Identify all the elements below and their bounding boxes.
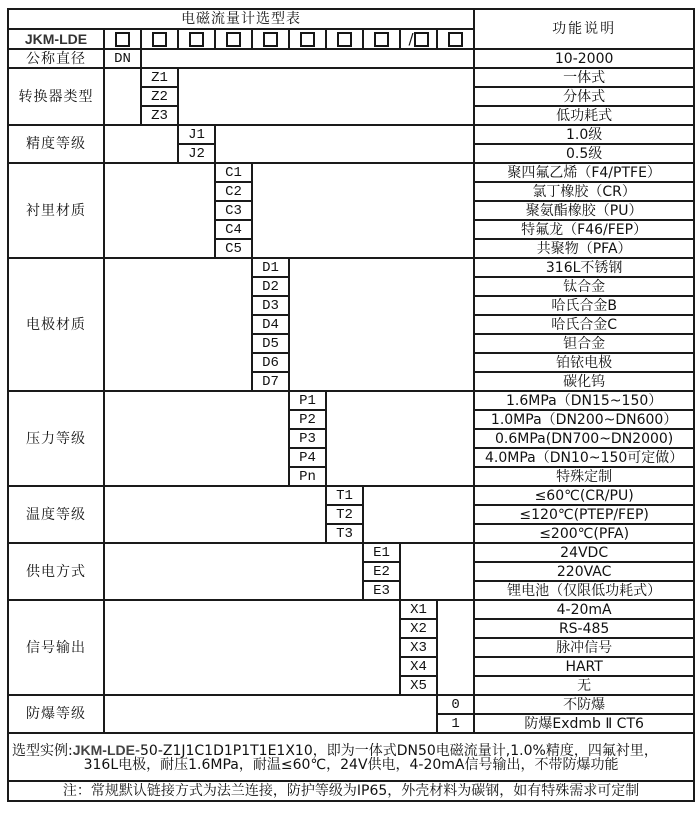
spacer-cell: [104, 68, 141, 125]
code-Z3: Z3: [141, 106, 178, 125]
desc-J2: 0.5级: [474, 144, 694, 163]
code-D3: D3: [252, 296, 289, 315]
code-E1: E1: [363, 543, 400, 562]
selection-example: [8, 733, 694, 781]
label-converter-type: 转换器类型: [8, 68, 104, 125]
spacer-cell: [289, 258, 474, 391]
label-electrode-material: 电极材质: [8, 258, 104, 391]
label-temperature-rating: 温度等级: [8, 486, 104, 543]
desc-D5: 钽合金: [474, 334, 694, 353]
model-checkbox-cell: [400, 29, 437, 49]
function-column-header: 功能说明: [474, 9, 694, 49]
code-D2: D2: [252, 277, 289, 296]
model-checkbox-cell: [252, 29, 289, 49]
spacer-cell: [363, 486, 474, 543]
desc-Pn: 特殊定制: [474, 467, 694, 486]
spacer-cell: [104, 391, 289, 486]
code-D4: D4: [252, 315, 289, 334]
code-D1: D1: [252, 258, 289, 277]
checkbox-icon: [448, 32, 463, 47]
code-J2: J2: [178, 144, 215, 163]
desc-1: 防爆Exdmb Ⅱ CT6: [474, 714, 694, 733]
desc-C4: 特氟龙（F46/FEP）: [474, 220, 694, 239]
model-name: JKM-LDE: [8, 29, 104, 49]
model-checkbox-cell: [104, 29, 141, 49]
spacer-cell: [104, 543, 363, 600]
desc-E1: 24VDC: [474, 543, 694, 562]
desc-Z3: 低功耗式: [474, 106, 694, 125]
checkbox-icon: [300, 32, 315, 47]
desc-D6: 铂铱电极: [474, 353, 694, 372]
model-checkbox-cell: [437, 29, 474, 49]
example-line1: [9, 743, 693, 758]
desc-P2: 1.0MPa（DN200~DN600）: [474, 410, 694, 429]
desc-E3: 锂电池（仅限低功耗式）: [474, 581, 694, 600]
code-C5: C5: [215, 239, 252, 258]
label-accuracy-class: 精度等级: [8, 125, 104, 163]
code-C1: C1: [215, 163, 252, 182]
desc-D4: 哈氏合金C: [474, 315, 694, 334]
spacer-cell: [141, 49, 474, 68]
desc-0: 不防爆: [474, 695, 694, 714]
checkbox-icon: [152, 32, 167, 47]
checkbox-prefix: /: [408, 29, 414, 48]
spacer-cell: [326, 391, 474, 486]
label-nominal-diameter: 公称直径: [8, 49, 104, 68]
code-D5: D5: [252, 334, 289, 353]
desc-D2: 钛合金: [474, 277, 694, 296]
code-X4: X4: [400, 657, 437, 676]
label-explosion-proof-rating: 防爆等级: [8, 695, 104, 733]
code-X5: X5: [400, 676, 437, 695]
code-X2: X2: [400, 619, 437, 638]
desc-Z1: 一体式: [474, 68, 694, 87]
spacer-cell: [178, 68, 474, 125]
desc-T1: ≤60℃(CR/PU): [474, 486, 694, 505]
code-T2: T2: [326, 505, 363, 524]
code-T1: T1: [326, 486, 363, 505]
spacer-cell: [104, 600, 400, 695]
spacer-cell: [104, 125, 178, 163]
label-liner-material: 衬里材质: [8, 163, 104, 258]
desc-X2: RS-485: [474, 619, 694, 638]
code-J1: J1: [178, 125, 215, 144]
code-X1: X1: [400, 600, 437, 619]
code-DN: DN: [104, 49, 141, 68]
table-title: 电磁流量计选型表: [8, 9, 474, 29]
desc-X1: 4-20mA: [474, 600, 694, 619]
code-C4: C4: [215, 220, 252, 239]
model-checkbox-cell: [178, 29, 215, 49]
spacer-cell: [104, 258, 252, 391]
code-Z2: Z2: [141, 87, 178, 106]
code-P2: P2: [289, 410, 326, 429]
desc-T2: ≤120℃(PTEP/FEP): [474, 505, 694, 524]
desc-X4: HART: [474, 657, 694, 676]
code-0: 0: [437, 695, 474, 714]
label-signal-output: 信号输出: [8, 600, 104, 695]
desc-DN: 10-2000: [474, 49, 694, 68]
code-X3: X3: [400, 638, 437, 657]
checkbox-icon: [115, 32, 130, 47]
desc-E2: 220VAC: [474, 562, 694, 581]
desc-P1: 1.6MPa（DN15~150）: [474, 391, 694, 410]
code-P3: P3: [289, 429, 326, 448]
desc-P3: 0.6MPa(DN700~DN2000): [474, 429, 694, 448]
code-1: 1: [437, 714, 474, 733]
model-checkbox-cell: [363, 29, 400, 49]
desc-Z2: 分体式: [474, 87, 694, 106]
example-rest: -50-Z1J1C1D1P1T1E1X10，即为一体式DN50电磁流量计,1.0%精度，四氟衬里，: [134, 742, 658, 759]
code-Pn: Pn: [289, 467, 326, 486]
model-checkbox-cell: [215, 29, 252, 49]
desc-D1: 316L不锈钢: [474, 258, 694, 277]
model-checkbox-cell: [326, 29, 363, 49]
code-E3: E3: [363, 581, 400, 600]
selection-table: [7, 8, 695, 802]
code-D7: D7: [252, 372, 289, 391]
code-P4: P4: [289, 448, 326, 467]
code-P1: P1: [289, 391, 326, 410]
code-D6: D6: [252, 353, 289, 372]
desc-D3: 哈氏合金B: [474, 296, 694, 315]
spacer-cell: [437, 600, 474, 695]
spacer-cell: [104, 163, 215, 258]
desc-C3: 聚氨酯橡胶（PU）: [474, 201, 694, 220]
code-Z1: Z1: [141, 68, 178, 87]
desc-J1: 1.0级: [474, 125, 694, 144]
note-text: 注：常规默认链接方式为法兰连接，防护等级为IP65，外壳材料为碳钢，如有特殊需求可定制: [8, 781, 694, 801]
label-pressure-rating: 压力等级: [8, 391, 104, 486]
label-power-supply: 供电方式: [8, 543, 104, 600]
example-line2: 316L电极，耐压1.6MPa，耐温≤60℃，24V供电，4-20mA信号输出，不带防爆功能: [83, 756, 619, 773]
example-model: JKM-LDE: [72, 741, 135, 758]
desc-P4: 4.0MPa（DN10~150可定做）: [474, 448, 694, 467]
desc-X5: 无: [474, 676, 694, 695]
code-C3: C3: [215, 201, 252, 220]
code-T3: T3: [326, 524, 363, 543]
desc-C2: 氯丁橡胶（CR）: [474, 182, 694, 201]
model-checkbox-cell: [289, 29, 326, 49]
desc-X3: 脉冲信号: [474, 638, 694, 657]
example-prefix: 选型实例:: [12, 742, 73, 759]
spacer-cell: [215, 125, 474, 163]
desc-T3: ≤200℃(PFA): [474, 524, 694, 543]
desc-D7: 碳化钨: [474, 372, 694, 391]
checkbox-icon: [337, 32, 352, 47]
checkbox-icon: [414, 32, 429, 47]
code-E2: E2: [363, 562, 400, 581]
spacer-cell: [104, 486, 326, 543]
spacer-cell: [104, 695, 437, 733]
desc-C5: 共聚物（PFA）: [474, 239, 694, 258]
model-checkbox-cell: [141, 29, 178, 49]
desc-C1: 聚四氟乙烯（F4/PTFE）: [474, 163, 694, 182]
checkbox-icon: [263, 32, 278, 47]
checkbox-icon: [226, 32, 241, 47]
spacer-cell: [400, 543, 474, 600]
checkbox-icon: [374, 32, 389, 47]
code-C2: C2: [215, 182, 252, 201]
checkbox-icon: [189, 32, 204, 47]
spacer-cell: [252, 163, 474, 258]
